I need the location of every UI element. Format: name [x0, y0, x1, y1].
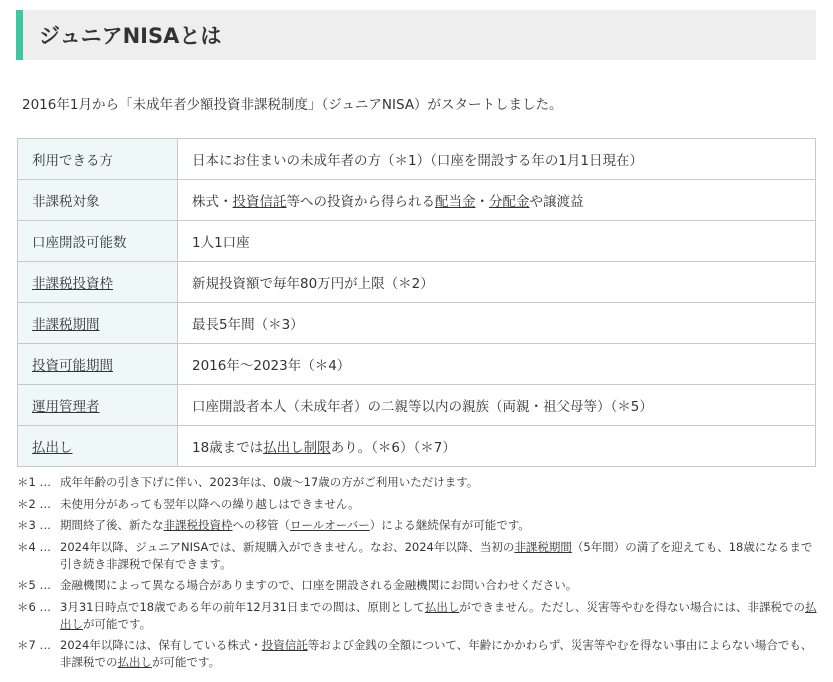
footnote — [17, 496, 817, 513]
footnote-text: 未使用分があっても翌年以降への繰り越しはできません。 — [60, 496, 360, 511]
row-value-text: 1人1口座 — [192, 235, 250, 251]
footnote-mark: ＊2 … — [17, 496, 51, 511]
footnote-text: への移管（ — [232, 518, 290, 532]
table-row — [18, 426, 816, 467]
row-value-text: 新規投資額で毎年80万円が上限（＊2） — [192, 276, 434, 292]
footnote-text: が可能です。 — [152, 655, 221, 669]
footnote-text: ができません。ただし、災害等やむを得ない場合には、非課税での — [459, 599, 806, 614]
footnote-mark: ＊6 … — [17, 599, 51, 614]
row-label-cell — [18, 426, 178, 467]
footnote — [17, 474, 817, 491]
row-value-link[interactable]: 払出し制限 — [263, 440, 331, 456]
row-value-link[interactable]: 分配金 — [489, 194, 530, 210]
table-row — [18, 303, 816, 344]
row-value-text: 2016年～2023年（＊4） — [192, 358, 351, 374]
footnote-link[interactable]: 払出し — [60, 599, 817, 631]
table-row — [18, 221, 816, 262]
footnote-text: （5年間）の満了を迎えても、18歳になるまで引き続き非課税で保有できます。 — [60, 539, 813, 571]
row-label: 非課税対象 — [32, 194, 100, 210]
footnote-body — [60, 539, 817, 573]
table-row — [18, 180, 816, 221]
footnote-body — [60, 637, 817, 671]
row-label-cell — [18, 385, 178, 426]
row-value-link[interactable]: 投資信託 — [232, 194, 287, 210]
footnote-text: 2024年以降、ジュニアNISAでは、新規購入ができません。なお、2024年以降、当初の — [60, 539, 515, 554]
footnote-text: 3月31日時点で18歳である年の前年12月31日までの間は、原則として — [60, 599, 425, 614]
row-value-text: あり。（＊6）（＊7） — [330, 440, 456, 456]
row-value-cell — [178, 303, 816, 344]
row-label-link[interactable]: 非課税期間 — [32, 317, 100, 333]
page-title-text: ジュニアNISAとは — [39, 24, 222, 48]
info-table — [17, 138, 816, 467]
footnote-link[interactable]: 払出し — [117, 655, 152, 669]
row-label-link[interactable]: 投資可能期間 — [32, 358, 113, 374]
footnote — [17, 599, 817, 633]
table-row — [18, 262, 816, 303]
row-value-cell — [178, 426, 816, 467]
footnote-link[interactable]: 非課税期間 — [514, 539, 572, 554]
footnote-mark: ＊7 … — [17, 638, 51, 652]
footnote-body — [60, 496, 817, 513]
footnote-text: 期間終了後、新たな — [60, 518, 164, 532]
footnote-mark: ＊5 … — [17, 578, 51, 592]
footnote-mark: ＊4 … — [17, 539, 51, 554]
footnotes — [17, 474, 817, 676]
row-label: 利用できる方 — [32, 153, 113, 169]
row-value-cell — [178, 344, 816, 385]
footnote-text: ）による継続保有が可能です。 — [369, 518, 530, 532]
row-label-cell — [18, 344, 178, 385]
footnote — [17, 539, 817, 573]
footnote-text: 等および金銭の全額について、年齢にかかわらず、災害等やむを得ない事由によらない場合でも、非課税での — [60, 638, 813, 669]
footnote — [17, 517, 817, 534]
footnote-link[interactable]: 払出し — [424, 599, 460, 614]
row-value-link[interactable]: 配当金 — [435, 194, 476, 210]
footnote-text: 成年年齢の引き下げに伴い、2023年は、0歳～17歳の方がご利用いただけます。 — [60, 475, 479, 489]
row-value-text: 18歳までは — [192, 440, 264, 456]
row-label-cell — [18, 303, 178, 344]
footnote-link[interactable]: 非課税投資枠 — [163, 518, 233, 532]
footnote-body — [60, 517, 817, 534]
row-value-cell — [178, 262, 816, 303]
table-row — [18, 385, 816, 426]
row-value-cell — [178, 139, 816, 180]
footnote — [17, 637, 817, 671]
row-value-cell — [178, 221, 816, 262]
row-label-cell — [18, 139, 178, 180]
row-value-text: 株式・ — [192, 194, 233, 210]
footnote-text: 2024年以降には、保有している株式・ — [60, 638, 262, 652]
table-row — [18, 139, 816, 180]
footnote-body — [60, 577, 817, 594]
row-label-link[interactable]: 運用管理者 — [32, 399, 100, 415]
row-label-link[interactable]: 払出し — [32, 440, 73, 456]
page-title — [16, 10, 816, 60]
intro-text: 2016年1月から「未成年者少額投資非課税制度」（ジュニアNISA）がスタートしました。 — [22, 97, 563, 113]
row-value-text: や譲渡益 — [529, 194, 584, 210]
row-value-cell — [178, 180, 816, 221]
row-label-cell — [18, 221, 178, 262]
row-value-text: 等への投資から得られる — [286, 194, 435, 210]
row-value-cell — [178, 385, 816, 426]
row-label-cell — [18, 180, 178, 221]
row-value-text: 日本にお住まいの未成年者の方（＊1）（口座を開設する年の1月1日現在） — [192, 153, 644, 169]
footnote-link[interactable]: 投資信託 — [261, 638, 308, 652]
footnote-body — [60, 474, 817, 491]
footnote-text: 金融機関によって異なる場合がありますので、口座を開設される金融機関にお問い合わせください。 — [60, 578, 578, 592]
footnote — [17, 577, 817, 594]
row-label: 口座開設可能数 — [32, 235, 127, 251]
row-value-text: ・ — [475, 194, 489, 210]
footnote-text: が可能です。 — [83, 616, 152, 631]
row-label-link[interactable]: 非課税投資枠 — [32, 276, 113, 292]
row-label-cell — [18, 262, 178, 303]
footnote-body — [60, 599, 817, 633]
footnote-mark: ＊3 … — [17, 518, 51, 532]
table-row — [18, 344, 816, 385]
footnote-mark: ＊1 … — [17, 475, 51, 489]
row-value-text: 口座開設者本人（未成年者）の二親等以内の親族（両親・祖父母等）（＊5） — [192, 399, 653, 415]
row-value-text: 最長5年間（＊3） — [192, 317, 304, 333]
footnote-link[interactable]: ロールオーバー — [290, 518, 370, 532]
